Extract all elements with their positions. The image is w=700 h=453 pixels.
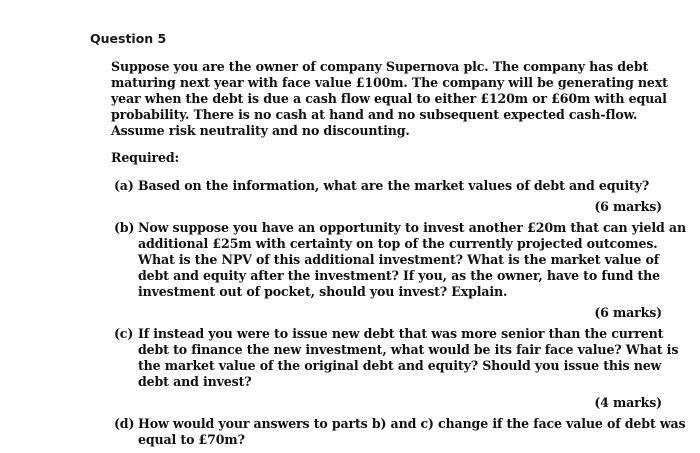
question-heading: Question 5 (90, 31, 167, 46)
part-text (138, 178, 669, 194)
part-a (114, 178, 669, 194)
part-line: If instead you were to issue new debt that was more senior than the current (138, 326, 664, 341)
part-line: Based on the information, what are the market values of debt and equity? (138, 178, 650, 193)
part-c (114, 326, 679, 390)
part-label: (d) (114, 416, 135, 431)
intro-line: Assume risk neutrality and no discounting. (111, 123, 410, 138)
part-line: debt and equity after the investment? If you, as the owner, have to fund the (138, 268, 661, 283)
intro-line: year when the debt is due a cash flow equal to either £120m or £60m with equal (111, 91, 667, 106)
part-d (114, 416, 686, 448)
intro-line: probability. There is no cash at hand and no subsequent expected cash-flow. (111, 107, 638, 122)
question-intro (111, 59, 671, 139)
part-b (114, 220, 686, 300)
part-line: the market value of the original debt and equity? Should you issue this new (138, 358, 662, 373)
part-label: (a) (114, 178, 134, 193)
part-c-marks: (4 marks) (594, 395, 662, 410)
part-line: debt to finance the new investment, what would be its fair face value? What is (138, 342, 679, 357)
intro-line: maturing next year with face value £100m. The company will be generating next (111, 75, 668, 90)
part-text (138, 220, 686, 300)
part-b-marks: (6 marks) (594, 305, 662, 320)
part-line: equal to £70m? (138, 432, 245, 447)
required-label: Required: (111, 150, 179, 165)
part-label: (b) (114, 220, 135, 235)
intro-line: Suppose you are the owner of company Supernova plc. The company has debt (111, 59, 649, 74)
part-line: investment out of pocket, should you invest? Explain. (138, 284, 508, 299)
part-text (138, 326, 679, 390)
part-line: debt and invest? (138, 374, 252, 389)
part-line: Now suppose you have an opportunity to invest another £20m that can yield an (138, 220, 686, 235)
part-a-marks: (6 marks) (594, 199, 662, 214)
part-line: How would your answers to parts b) and c) change if the face value of debt was (138, 416, 686, 431)
part-line: What is the NPV of this additional investment? What is the market value of (138, 252, 660, 267)
part-label: (c) (114, 326, 134, 341)
part-line: additional £25m with certainty on top of the currently projected outcomes. (138, 236, 658, 251)
part-text (138, 416, 686, 448)
